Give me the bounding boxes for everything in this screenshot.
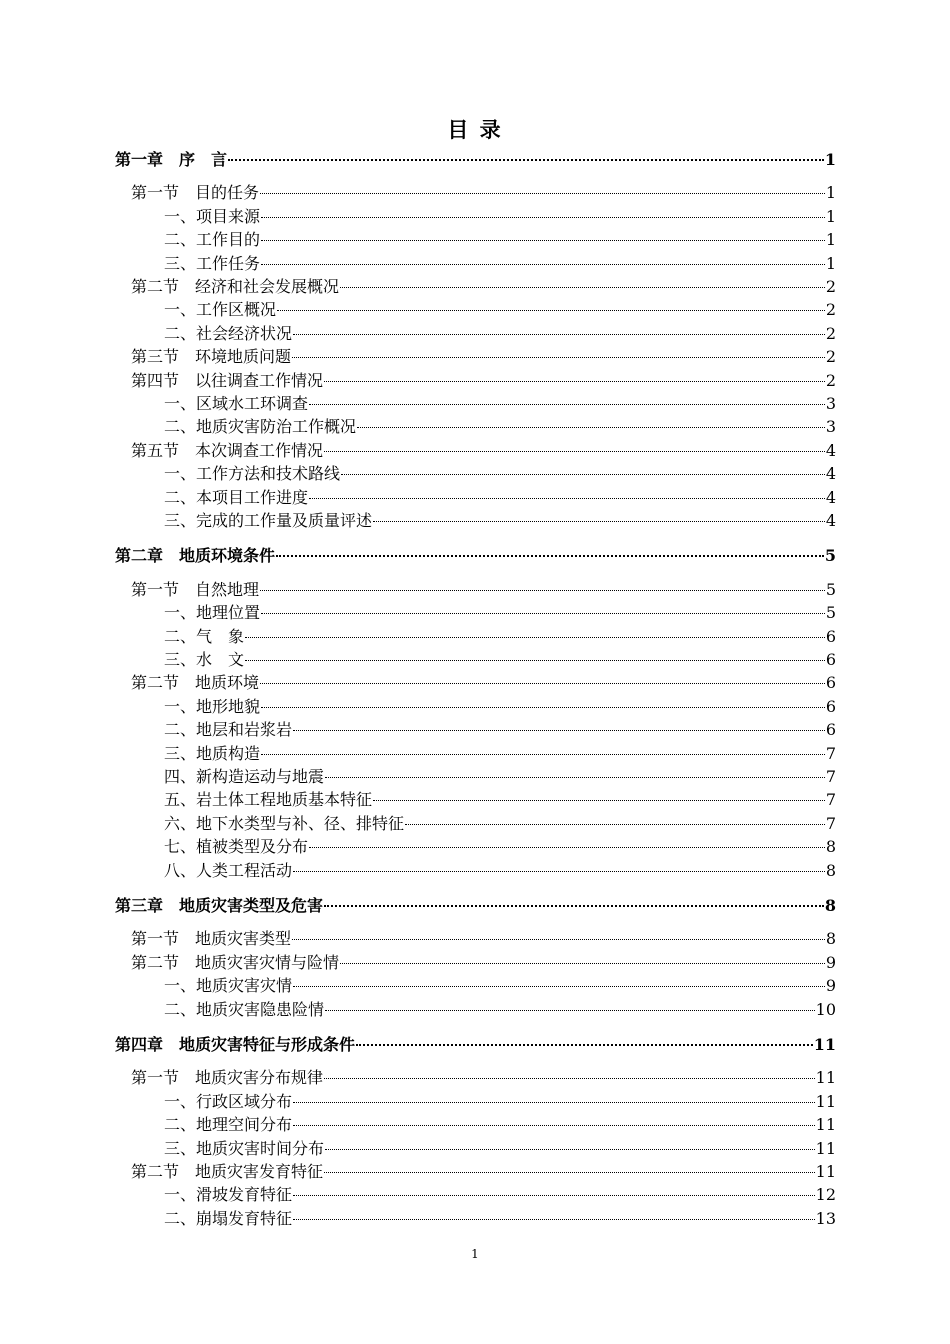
toc-entry-page: 2 xyxy=(825,323,836,343)
toc-section-entry[interactable] xyxy=(131,927,836,950)
toc-entry-page: 5 xyxy=(825,579,836,599)
toc-entry-page: 2 xyxy=(825,370,836,390)
toc-entry-label: 第一章 序 言 xyxy=(115,150,228,169)
toc-entry-label: 第一节 目的任务 xyxy=(131,183,260,203)
toc-entry-page: 2 xyxy=(825,300,836,320)
toc-entry-label: 第一节 地质灾害分布规律 xyxy=(131,1068,324,1088)
toc-dot-leader xyxy=(325,1148,815,1150)
toc-dot-leader xyxy=(309,497,825,499)
toc-section-entry[interactable] xyxy=(131,951,836,974)
toc-dot-leader xyxy=(293,870,825,872)
toc-subsection-entry[interactable] xyxy=(164,974,836,997)
toc-entry-label: 二、地理空间分布 xyxy=(164,1115,293,1135)
toc-entry-label: 第三章 地质灾害类型及危害 xyxy=(115,896,324,915)
toc-dot-leader xyxy=(261,753,825,755)
toc-dot-leader xyxy=(260,589,825,591)
toc-entry-label: 第四节 以往调查工作情况 xyxy=(131,370,324,390)
toc-dot-leader xyxy=(324,380,825,382)
toc-dot-leader xyxy=(245,659,825,661)
toc-entry-page: 1 xyxy=(824,150,836,169)
toc-entry-page: 1 xyxy=(825,253,836,273)
toc-entry-label: 二、本项目工作进度 xyxy=(164,487,309,507)
toc-entry-page: 2 xyxy=(825,277,836,296)
toc-subsection-entry[interactable] xyxy=(164,1137,836,1160)
toc-dot-leader xyxy=(324,1171,815,1173)
toc-dot-leader xyxy=(340,286,825,288)
toc-entry-page: 9 xyxy=(825,952,836,972)
toc-subsection-entry[interactable] xyxy=(164,415,836,438)
toc-entry-page: 11 xyxy=(815,1068,836,1088)
toc-dot-leader xyxy=(293,1218,815,1220)
toc-dot-leader xyxy=(373,520,825,522)
toc-subsection-entry[interactable] xyxy=(164,205,836,228)
toc-subsection-entry[interactable] xyxy=(164,812,836,835)
toc-entry-label: 四、新构造运动与地震 xyxy=(164,767,325,786)
toc-dot-leader xyxy=(260,192,825,194)
toc-dot-leader xyxy=(309,846,825,848)
toc-entry-label: 一、滑坡发育特征 xyxy=(164,1185,293,1205)
toc-entry-page: 10 xyxy=(815,999,836,1019)
toc-entry-page: 7 xyxy=(825,790,836,810)
toc-entry-label: 八、人类工程活动 xyxy=(164,860,293,880)
toc-entry-page: 8 xyxy=(824,896,836,915)
toc-entry-page: 5 xyxy=(824,546,836,566)
toc-section-entry[interactable] xyxy=(131,1066,836,1089)
toc-dot-leader xyxy=(228,158,824,161)
toc-entry-page: 7 xyxy=(825,743,836,763)
toc-entry-page: 11 xyxy=(813,1035,836,1054)
toc-entry-label: 三、地质灾害时间分布 xyxy=(164,1138,325,1158)
toc-entry-label: 二、气 象 xyxy=(164,626,245,646)
toc-subsection-entry[interactable] xyxy=(164,298,836,321)
toc-entry-page: 3 xyxy=(825,394,836,413)
toc-entry-label: 第五节 本次调查工作情况 xyxy=(131,440,324,460)
toc-entry-page: 1 xyxy=(825,206,836,226)
toc-entry-page: 4 xyxy=(825,464,836,484)
toc-subsection-entry[interactable] xyxy=(164,509,836,532)
toc-dot-leader xyxy=(324,1077,815,1079)
toc-entry-label: 第二节 地质灾害发育特征 xyxy=(131,1162,324,1181)
toc-entry-label: 六、地下水类型与补、径、排特征 xyxy=(164,813,405,833)
toc-entry-page: 6 xyxy=(825,720,836,740)
toc-dot-leader xyxy=(341,473,825,475)
toc-subsection-entry[interactable] xyxy=(164,1113,836,1136)
toc-dot-leader xyxy=(261,706,825,708)
toc-section-entry[interactable] xyxy=(131,671,836,694)
toc-dot-leader xyxy=(405,823,825,825)
toc-entry-label: 一、工作区概况 xyxy=(164,300,277,320)
toc-entry-label: 第一节 自然地理 xyxy=(131,579,260,599)
toc-entry-page: 11 xyxy=(815,1162,836,1181)
toc-entry-page: 2 xyxy=(825,347,836,367)
toc-entry-label: 二、地质灾害隐患险情 xyxy=(164,999,325,1019)
toc-dot-leader xyxy=(293,1194,815,1196)
toc-subsection-entry[interactable] xyxy=(164,601,836,624)
toc-dot-leader xyxy=(261,239,825,241)
toc-entry-label: 三、完成的工作量及质量评述 xyxy=(164,511,373,530)
toc-title: 目 录 xyxy=(447,117,503,142)
toc-dot-leader xyxy=(292,356,825,358)
toc-chapter-entry[interactable] xyxy=(115,544,836,567)
toc-entry-page: 8 xyxy=(825,929,836,949)
toc-section-entry[interactable] xyxy=(131,275,836,298)
toc-entry-page: 12 xyxy=(815,1185,836,1205)
toc-dot-leader xyxy=(261,263,825,265)
toc-entry-page: 6 xyxy=(825,673,836,693)
toc-entry-page: 3 xyxy=(825,417,836,437)
toc-entry-label: 二、崩塌发育特征 xyxy=(164,1208,293,1228)
toc-dot-leader xyxy=(276,554,824,557)
toc-subsection-entry[interactable] xyxy=(164,625,836,648)
toc-subsection-entry[interactable] xyxy=(164,1183,836,1206)
toc-section-entry[interactable] xyxy=(131,1160,836,1183)
toc-entry-label: 第三节 环境地质问题 xyxy=(131,347,292,367)
toc-chapter-entry[interactable] xyxy=(115,1033,836,1056)
toc-entry-page: 11 xyxy=(815,1115,836,1135)
toc-entry-label: 七、植被类型及分布 xyxy=(164,837,309,857)
toc-entry-label: 二、地层和岩浆岩 xyxy=(164,720,293,740)
toc-section-entry[interactable] xyxy=(131,181,836,204)
toc-entry-page: 13 xyxy=(815,1208,836,1228)
toc-section-entry[interactable] xyxy=(131,578,836,601)
toc-subsection-entry[interactable] xyxy=(164,1090,836,1113)
toc-entry-page: 6 xyxy=(825,626,836,646)
toc-dot-leader xyxy=(373,799,825,801)
toc-entry-page: 11 xyxy=(815,1091,836,1111)
toc-entry-label: 第四章 地质灾害特征与形成条件 xyxy=(115,1035,356,1054)
toc-subsection-entry[interactable] xyxy=(164,998,836,1021)
toc-entry-page: 8 xyxy=(825,837,836,857)
toc-subsection-entry[interactable] xyxy=(164,322,836,345)
toc-entry-page: 4 xyxy=(825,487,836,507)
toc-subsection-entry[interactable] xyxy=(164,252,836,275)
toc-dot-leader xyxy=(309,403,825,405)
toc-entry-label: 二、工作目的 xyxy=(164,230,261,250)
toc-entry-page: 6 xyxy=(825,650,836,669)
toc-subsection-entry[interactable] xyxy=(164,695,836,718)
toc-entry-label: 二、地质灾害防治工作概况 xyxy=(164,417,357,437)
toc-subsection-entry[interactable] xyxy=(164,1207,836,1230)
toc-subsection-entry[interactable] xyxy=(164,648,836,671)
toc-entry-page: 5 xyxy=(825,603,836,623)
page-number: 1 xyxy=(471,1247,479,1261)
toc-dot-leader xyxy=(245,636,825,638)
toc-subsection-entry[interactable] xyxy=(164,788,836,811)
toc-dot-leader xyxy=(261,612,825,614)
toc-entry-label: 五、岩土体工程地质基本特征 xyxy=(164,790,373,810)
toc-entry-label: 一、工作方法和技术路线 xyxy=(164,464,341,484)
toc-subsection-entry[interactable] xyxy=(164,859,836,882)
toc-entry-label: 三、地质构造 xyxy=(164,743,261,763)
toc-entry-label: 三、工作任务 xyxy=(164,253,261,273)
toc-subsection-entry[interactable] xyxy=(164,742,836,765)
toc-chapter-entry[interactable] xyxy=(115,148,836,171)
toc-entry-label: 第二节 地质环境 xyxy=(131,673,260,693)
toc-dot-leader xyxy=(293,985,825,987)
toc-dot-leader xyxy=(293,1101,815,1103)
toc-dot-leader xyxy=(325,1009,815,1011)
toc-subsection-entry[interactable] xyxy=(164,462,836,485)
toc-entry-page: 9 xyxy=(825,976,836,996)
toc-entry-label: 一、地理位置 xyxy=(164,603,261,623)
toc-entry-label: 二、社会经济状况 xyxy=(164,323,293,343)
toc-entry-label: 一、行政区域分布 xyxy=(164,1091,293,1111)
toc-section-entry[interactable] xyxy=(131,369,836,392)
toc-subsection-entry[interactable] xyxy=(164,486,836,509)
toc-entry-page: 1 xyxy=(825,230,836,250)
toc-subsection-entry[interactable] xyxy=(164,228,836,251)
toc-dot-leader xyxy=(293,333,825,335)
toc-entry-label: 第一节 地质灾害类型 xyxy=(131,929,292,949)
toc-section-entry[interactable] xyxy=(131,439,836,462)
toc-entry-label: 一、项目来源 xyxy=(164,206,261,226)
toc-dot-leader xyxy=(324,450,825,452)
toc-entry-page: 6 xyxy=(825,696,836,716)
toc-chapter-entry[interactable] xyxy=(115,894,836,917)
toc-dot-leader xyxy=(340,962,825,964)
toc-section-entry[interactable] xyxy=(131,345,836,368)
toc-dot-leader xyxy=(324,904,824,907)
toc-dot-leader xyxy=(293,729,825,731)
toc-dot-leader xyxy=(357,426,825,428)
toc-dot-leader xyxy=(261,216,825,218)
toc-subsection-entry[interactable] xyxy=(164,718,836,741)
toc-entry-page: 7 xyxy=(825,813,836,833)
toc-entry-label: 一、地质灾害灾情 xyxy=(164,976,293,996)
toc-dot-leader xyxy=(356,1043,813,1046)
toc-subsection-entry[interactable] xyxy=(164,392,836,415)
toc-dot-leader xyxy=(325,776,825,778)
toc-subsection-entry[interactable] xyxy=(164,835,836,858)
toc-entry-page: 4 xyxy=(825,440,836,460)
toc-entry-label: 第二节 经济和社会发展概况 xyxy=(131,277,340,296)
toc-entry-label: 第二节 地质灾害灾情与险情 xyxy=(131,952,340,972)
toc-subsection-entry[interactable] xyxy=(164,765,836,788)
toc-entry-page: 1 xyxy=(825,183,836,203)
toc-entry-label: 一、区域水工环调查 xyxy=(164,394,309,413)
toc-dot-leader xyxy=(277,309,825,311)
toc-entry-label: 三、水 文 xyxy=(164,650,245,669)
toc-entry-page: 11 xyxy=(815,1138,836,1158)
toc-entry-page: 8 xyxy=(825,860,836,880)
toc-dot-leader xyxy=(293,1124,815,1126)
toc-entry-label: 第二章 地质环境条件 xyxy=(115,546,276,566)
toc-dot-leader xyxy=(260,682,825,684)
toc-entry-label: 一、地形地貌 xyxy=(164,696,261,716)
toc-entry-page: 7 xyxy=(825,767,836,786)
toc-entry-page: 4 xyxy=(825,511,836,530)
toc-dot-leader xyxy=(292,938,825,940)
